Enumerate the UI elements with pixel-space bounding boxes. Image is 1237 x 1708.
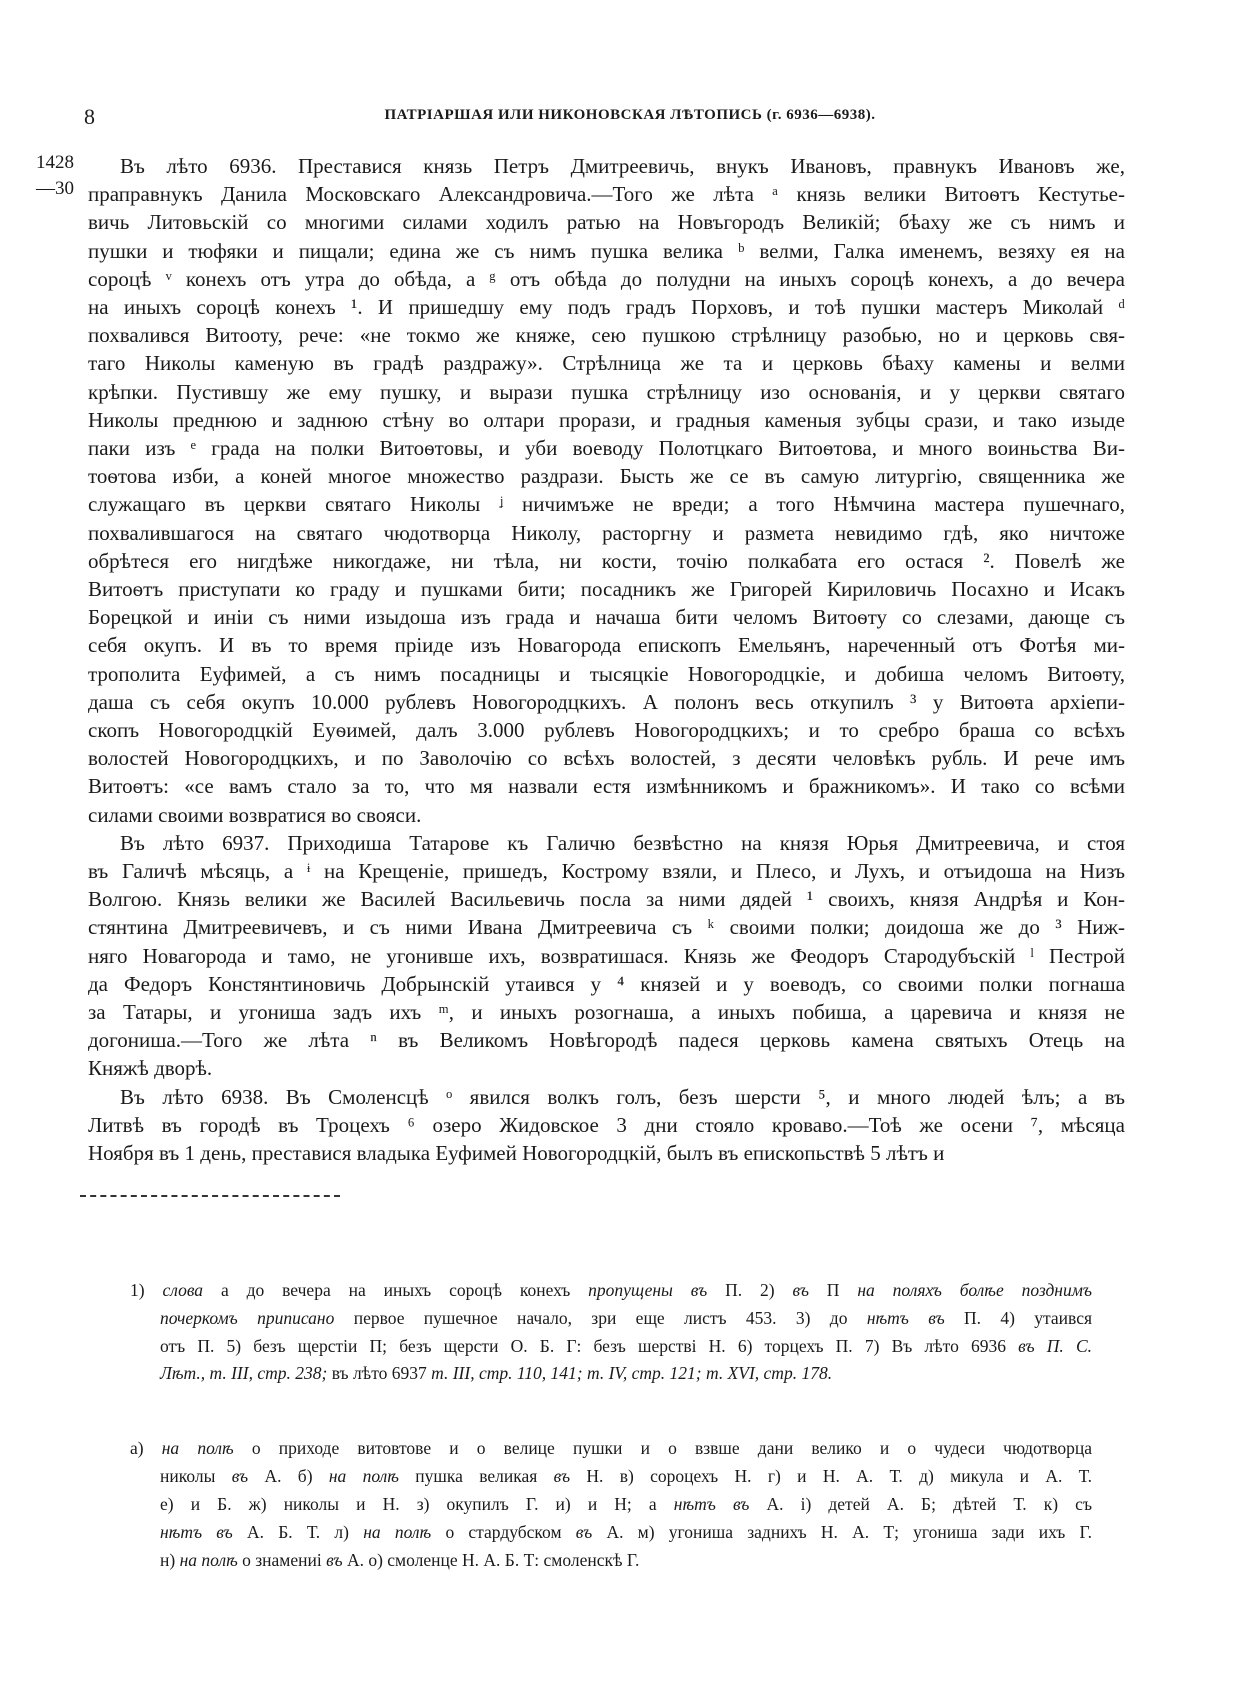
text-line: Николы преднюю и заднюю стѣну во олтари прорази, и градныя каменыя зубцы срази, и тако изыде (88, 407, 1125, 432)
text-line: служащаго въ церкви святаго Николы ᶨ ничимъже не вреди; а того Нѣмчина мастера пушечнаго, (88, 492, 1125, 517)
text-line: Ноября въ 1 день, преставися владыка Еуфимей Новогородцкій, былъ въ епископьствѣ 5 лѣтъ и (88, 1141, 945, 1165)
lettered-footnote-line (160, 1519, 1092, 1546)
numbered-footnote-line (160, 1333, 1092, 1360)
text-line: Княжѣ дворѣ. (88, 1056, 213, 1081)
italic-segment: пропущены въ (588, 1280, 708, 1300)
text-segment: П (808, 1280, 858, 1300)
text-line: въ Галичѣ мѣсяць, а ᶤ на Крещеніе, пришедъ, Кострому взяли, и Плесо, и Лухъ, и отъидоша на Низъ (88, 859, 1125, 883)
text-line: няго Новагорода и тамо, не угонивше ихъ, возвратишася. Князь же Феодоръ Стародубъскій ˡ Пестрой (88, 943, 1125, 968)
page-number: 8 (84, 104, 95, 129)
text-line: пушки и тюфяки и пищали; едина же съ нимъ пушка велика ᵇ велми, Галка именемъ, везяху ея на (88, 238, 1125, 263)
text-segment: первое пушечное начало, зри еще листъ 453. 3) до (334, 1307, 867, 1328)
text-line: Въ лѣто 6936. Преставися князь Петръ Дмитреевичь, внукъ Ивановъ, правнукъ Ивановъ же, (120, 154, 1125, 178)
text-segment: отъ П. 5) безъ щерстіи П; безъ щерсти О. Б. Г: безъ шерстві Н. 6) торцехъ П. 7) Въ лѣто 6936 (160, 1335, 1019, 1356)
text-line: трополита Еуфимей, а съ нимъ посадницы и тысяцкіе Новогородцкіе, и добиша челомъ Витоѳту, (88, 661, 1125, 686)
text-line: праправнукъ Данила Московскаго Александровича.—Того же лѣта ᵃ князь велики Витоѳтъ Кестутье- (88, 182, 1125, 207)
text-line: силами своими возвратися во свояси. (88, 802, 422, 827)
text-line: скопъ Новогородцкій Еуѳимей, далъ 3.000 рублевъ Новогородцкихъ; и то сребро браша со всѣхъ (88, 718, 1125, 742)
margin-year-start: 1428 (36, 152, 74, 173)
italic-segment: въ (326, 1550, 343, 1570)
text-segment: А. м) угониша заднихъ Н. А. Т; угониша зади ихъ Г. (592, 1522, 1093, 1542)
numbered-footnote-line (160, 1360, 1092, 1387)
italic-segment: на полѣ (363, 1522, 432, 1542)
italic-segment: на полѣ (179, 1550, 238, 1570)
text-segment: А. о) смоленце Н. А. Б. Т: смоленскѣ Г. (342, 1550, 640, 1570)
italic-segment: въ П. С. (1018, 1335, 1092, 1356)
margin-year-end: —30 (36, 178, 74, 199)
text-line: за Татары, и угониша задъ ихъ ᵐ, и иныхъ розогнаша, а иныхъ побиша, а царевича и князя не (88, 1000, 1125, 1024)
text-line: Витоѳтъ: «се вамъ стало за то, что мя назвали естя измѣнникомъ и бражникомъ». И тако со всѣми (88, 774, 1125, 799)
text-line: догониша.—Того же лѣта ⁿ въ Великомъ Новѣгородѣ падеся церковь камена святыхъ Отець на (88, 1028, 1125, 1053)
text-segment: Н. в) сороцехъ Н. г) и Н. А. Т. д) микула и А. Т. (570, 1466, 1092, 1486)
numbered-footnote-line (160, 1305, 1092, 1332)
lettered-footnote-line (160, 1547, 1092, 1574)
text-line: себя окупъ. И въ то время пріиде изъ Новагорода епископъ Емельянъ, нареченный отъ Фотѣя ми- (88, 633, 1125, 658)
text-line: таго Николы каменую въ градѣ раздражу». Стрѣлница же та и церковь бѣаху камены и велми (88, 351, 1125, 376)
text-segment: н) (160, 1550, 180, 1570)
text-line: да Федоръ Констянтиновичь Добрынскій утаився у ⁴ князей и у воеводъ, со своими полки погнаша (88, 971, 1125, 996)
text-segment: А. б) (248, 1466, 329, 1486)
text-line: Волгою. Князь велики же Василей Васильевичь посла за ними дядей ¹ своихъ, князя Андрѣя и Кон- (88, 887, 1125, 912)
footnote-separator (80, 1195, 340, 1197)
text-segment: П. 4) утаився (944, 1307, 1093, 1328)
text-segment: А. і) детей А. Б; дѣтей Т. к) съ (749, 1494, 1092, 1514)
text-line: обрѣтеся его нигдѣже никогдаже, ни тѣла, ни кости, точію полкабата его остася ². Повелѣ же (88, 548, 1125, 573)
text-line: Литвѣ въ городѣ въ Троцехъ ⁶ озеро Жидовское 3 дни стояло кроваво.—Тоѣ же осени ⁷, мѣсяца (88, 1112, 1125, 1137)
text-line: похвалившагося на святаго чюдотворца Николу, расторгну и размета невидимо гдѣ, яко ничтоже (88, 520, 1125, 545)
italic-segment: на полѣ (161, 1438, 234, 1458)
text-line: на иныхъ сороцѣ конехъ ¹. И пришедшу ему подъ градъ Порховъ, и тоѣ пушки мастеръ Миколай ᵈ (88, 295, 1125, 319)
italic-segment: нѣтъ въ (160, 1522, 233, 1542)
italic-segment: нѣтъ въ (866, 1307, 945, 1328)
text-line: даша съ себя окупъ 10.000 рублевъ Новогородцкихъ. А полонъ весь откупилъ ³ у Витоѳта архіепи- (88, 689, 1125, 714)
text-line: стянтина Дмитреевичевъ, и съ ними Ивана Дмитреевича съ ᵏ своими полки; доидоша же до ³ Ниж- (88, 915, 1125, 940)
lettered-footnote-line (130, 1435, 1092, 1462)
lettered-footnote-line (160, 1491, 1092, 1518)
text-segment: а до вечера на иныхъ сороцѣ конехъ (203, 1280, 589, 1300)
italic-segment: на поляхъ болѣе позднимъ (857, 1280, 1092, 1300)
text-line: паки изъ ᵉ града на полки Витоѳтовы, и уби воеводу Полотцкаго Витоѳтова, и много воиньства Ви- (88, 436, 1125, 460)
italic-segment: въ (553, 1466, 571, 1486)
text-line: волостей Новогородцкихъ, и по Заволочію со всѣхъ волостей, з десяти человѣкъ рубль. И рече имъ (88, 746, 1125, 771)
text-line: Въ лѣто 6937. Приходиша Татарове къ Галичю безвѣстно на князя Юрья Дмитреевича, и стоя (120, 830, 1125, 855)
text-line: Борецкой и иніи съ ними изыдоша изъ града и начаша бити челомъ Витоѳту со слезами, дающе съ (88, 605, 1125, 630)
text-segment: а) (130, 1438, 162, 1458)
italic-segment: Лѣт., т. III, стр. 238; (160, 1363, 328, 1384)
italic-segment: слова (162, 1280, 204, 1300)
text-segment: о приходе витовтове и о велице пушки и о взвше дани велико и о чудеси чюдотворца (233, 1438, 1092, 1458)
text-line: вичь Литовьскій со многими силами ходилъ ратью на Новъгородъ Великій; бѣаху же съ нимъ и (88, 210, 1125, 235)
text-line: тоѳтова изби, а коней многое множество раздрази. Бысть же се въ самую литургію, священника же (88, 464, 1125, 489)
text-line: сороцѣ ᵛ конехъ отъ утра до обѣда, а ᵍ отъ обѣда до полудни на иныхъ сороцѣ конехъ, а до вечера (88, 266, 1125, 291)
running-title: ПАТРІАРШАЯ ИЛИ НИКОНОВСКАЯ ЛѢТОПИСЬ (г. 6936—6938). (384, 107, 876, 123)
lettered-footnote-line (160, 1463, 1092, 1490)
italic-segment: почеркомъ приписано (160, 1307, 335, 1328)
text-segment: николы (160, 1466, 232, 1486)
text-segment: о знамениі (237, 1550, 327, 1570)
text-line: Витоѳтъ приступати ко граду и пушками бити; посадникъ же Григорей Кириловичь Посахно и Исакъ (88, 577, 1125, 601)
text-line: крѣпки. Пустившу же ему пушку, и вырази пушка стрѣлницу изо основанія, и у церкви святаго (88, 379, 1125, 404)
text-segment: пушка великая (398, 1466, 554, 1486)
italic-segment: въ (792, 1280, 809, 1300)
italic-segment: на полѣ (328, 1466, 399, 1486)
text-segment: П. 2) (707, 1280, 793, 1300)
text-segment: А. Б. Т. л) (232, 1522, 364, 1542)
italic-segment: т. III, стр. 110, 141; т. IV, стр. 121; т. XVI, стр. 178. (431, 1363, 833, 1384)
italic-segment: въ (231, 1466, 249, 1486)
italic-segment: нѣтъ въ (673, 1494, 750, 1514)
text-line: Въ лѣто 6938. Въ Смоленсцѣ ᵒ явился волкъ голъ, безъ шерсти ⁵, и много людей ѣлъ; а въ (120, 1084, 1125, 1109)
text-line: похвалився Витооту, рече: «не токмо же княже, сею пушкою стрѣлницу разобью, но и церковь свя- (88, 323, 1125, 348)
text-segment: въ лѣто 6937 (327, 1363, 432, 1384)
text-segment: о стардубском (431, 1522, 576, 1542)
italic-segment: въ (575, 1522, 593, 1542)
text-segment: 1) (130, 1280, 163, 1300)
numbered-footnote-line (130, 1277, 1092, 1304)
text-segment: е) и Б. ж) николы и Н. з) окупилъ Г. и) и Н; а (160, 1494, 674, 1514)
